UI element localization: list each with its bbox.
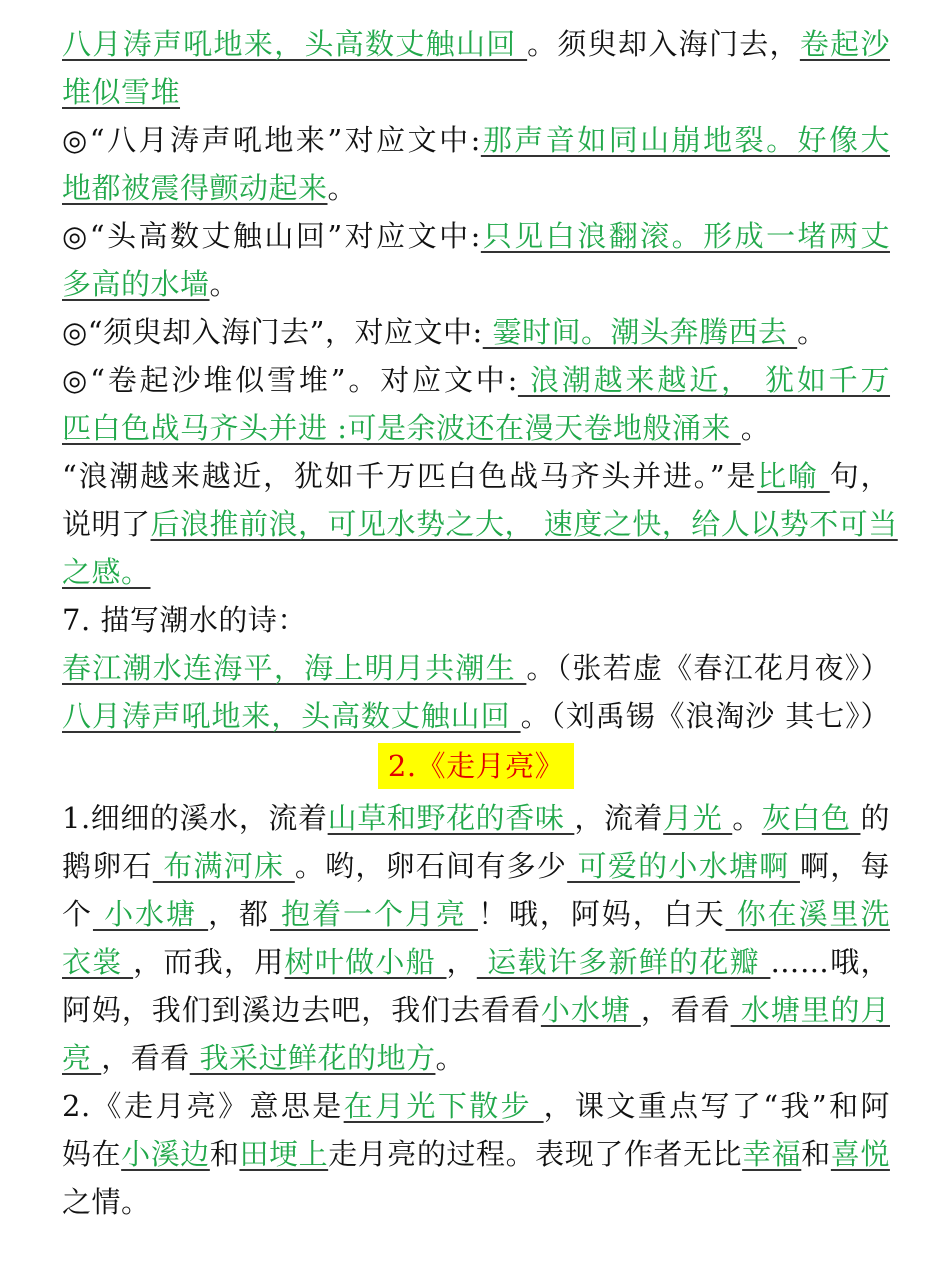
answer-fill: 灰白色 <box>761 801 861 835</box>
text-segment: 。须臾却入海门去， <box>527 27 800 61</box>
answer-fill: 比喻 <box>757 459 830 493</box>
text-line <box>62 308 890 356</box>
text-line <box>62 1034 890 1082</box>
text-line <box>62 890 890 938</box>
text-line <box>62 1082 890 1130</box>
answer-fill: 衣裳 <box>62 945 134 979</box>
text-segment: 个 <box>62 897 93 931</box>
text-line <box>62 356 890 404</box>
answer-fill: 浪潮越来越近， 犹如千万 <box>517 363 891 397</box>
text-line <box>62 212 890 260</box>
text-segment: 。 <box>740 411 771 445</box>
text-line <box>62 1130 890 1178</box>
answer-fill: 我采过鲜花的地方 <box>189 1041 436 1075</box>
text-segment: 。 <box>435 1041 465 1075</box>
text-segment: ，看看 <box>640 993 731 1027</box>
answer-fill: 后浪推前浪，可见水势之大， 速度之快，给人以势不可当 <box>150 507 898 541</box>
text-line <box>62 938 890 986</box>
answer-fill: 那声音如同山崩地裂。好像大 <box>480 123 890 157</box>
answer-fill: 亮 <box>62 1041 102 1075</box>
text-segment: 7. 描写潮水的诗： <box>62 603 307 637</box>
text-segment: 走月亮的过程。表现了作者无比 <box>328 1137 743 1171</box>
answer-fill: 运载许多新鲜的花瓣 <box>476 945 771 979</box>
text-segment: ，而我，用 <box>133 945 285 979</box>
answer-fill: 多高的水墙 <box>62 267 210 301</box>
text-segment: 。 <box>732 801 762 835</box>
text-segment: ……哦， <box>770 945 890 979</box>
text-line <box>62 794 890 842</box>
text-segment: 说明了 <box>62 507 151 541</box>
text-line <box>62 692 890 740</box>
answer-fill: 小溪边 <box>121 1137 210 1171</box>
text-segment: 妈在 <box>62 1137 122 1171</box>
text-segment: ◎“须臾却入海门去”，对应文中: <box>62 315 483 349</box>
text-segment: 句， <box>829 459 890 493</box>
answer-fill: 布满河床 <box>152 849 295 883</box>
text-segment: ，课文重点写了“我”和阿 <box>543 1089 891 1123</box>
text-segment: 。哟，卵石间有多少 <box>294 849 568 883</box>
text-line <box>62 116 890 164</box>
text-line <box>62 404 890 452</box>
text-segment: 之情。 <box>62 1185 151 1219</box>
answer-fill: 堆似雪堆 <box>62 75 181 109</box>
answer-fill: 田埂上 <box>239 1137 329 1171</box>
text-segment: 。（张若虚《春江花月夜》） <box>526 651 890 685</box>
text-line <box>62 164 890 212</box>
answer-fill: 匹白色战马齐头并进 :可是余波还在漫天卷地般涌来 <box>62 411 741 445</box>
text-segment: 和 <box>801 1137 831 1171</box>
answer-fill: 之感。 <box>62 555 151 589</box>
text-segment: 。 <box>797 315 827 349</box>
text-segment: “浪潮越来越近，犹如千万匹白色战马齐头并进。”是 <box>62 459 758 493</box>
text-segment: ， <box>446 945 477 979</box>
text-segment: ◎“卷起沙堆似雪堆”。对应文中: <box>62 363 518 397</box>
text-segment: ，都 <box>208 897 270 931</box>
answer-fill: 卷起沙 <box>799 27 890 61</box>
text-line <box>62 548 890 596</box>
text-segment: 。 <box>327 171 358 205</box>
answer-fill: 你在溪里洗 <box>725 897 890 931</box>
text-line <box>62 452 890 500</box>
answer-fill: 树叶做小船 <box>284 945 447 979</box>
text-segment: 。（刘禹锡《浪淘沙 其七》） <box>520 699 890 733</box>
answer-fill: 可爱的小水塘啊 <box>567 849 800 883</box>
answer-fill: 春江潮水连海平，海上明月共潮生 <box>62 651 527 685</box>
answer-fill: 八月涛声吼地来，头高数丈触山回 <box>62 27 528 61</box>
text-line <box>62 842 890 890</box>
text-segment: 阿妈，我们到溪边去吧，我们去看看 <box>62 993 541 1027</box>
answer-fill: 小水塘 <box>92 897 209 931</box>
answer-fill: 山草和野花的香味 <box>327 801 575 835</box>
answer-fill: 幸福 <box>742 1137 802 1171</box>
answer-fill: 小水塘 <box>540 993 641 1027</box>
text-segment: 。 <box>209 267 240 301</box>
answer-fill: 地都被震得颤动起来 <box>62 171 328 205</box>
text-segment: ◎“头高数丈触山回”对应文中: <box>62 219 481 253</box>
answer-fill: 只见白浪翻滚。形成一堵两丈 <box>480 219 890 253</box>
text-segment: ，流着 <box>574 801 664 835</box>
answer-fill: 霎时间。潮头奔腾西去 <box>482 315 798 349</box>
text-segment: 啊，每 <box>799 849 890 883</box>
text-segment: 的 <box>860 801 890 835</box>
answer-fill: 水塘里的月 <box>730 993 890 1027</box>
text-line <box>62 1178 890 1226</box>
answer-fill: 喜悦 <box>830 1137 890 1171</box>
lesson-title <box>62 742 890 790</box>
answer-fill: 在月光下散步 <box>343 1089 544 1123</box>
answer-fill: 月光 <box>663 801 733 835</box>
text-line <box>62 644 890 692</box>
text-line <box>62 500 898 548</box>
lesson-title-text: 2.《走月亮》 <box>378 743 574 789</box>
answer-fill: 八月涛声吼地来，头高数丈触山回 <box>62 699 521 733</box>
text-line <box>62 68 890 116</box>
text-line <box>62 260 890 308</box>
text-line <box>62 20 890 68</box>
text-segment: 1.细细的溪水，流着 <box>62 801 328 835</box>
text-segment: ◎“八月涛声吼地来”对应文中: <box>62 123 481 157</box>
text-segment: 和 <box>209 1137 240 1171</box>
answer-fill: 抱着一个月亮 <box>270 897 478 931</box>
text-segment: ，看看 <box>101 1041 190 1075</box>
text-line <box>62 986 890 1034</box>
text-segment: 2.《走月亮》意思是 <box>62 1089 344 1123</box>
section-heading <box>62 596 890 644</box>
text-segment: 鹅卵石 <box>62 849 153 883</box>
text-segment: ！哦，阿妈，白天 <box>477 897 726 931</box>
